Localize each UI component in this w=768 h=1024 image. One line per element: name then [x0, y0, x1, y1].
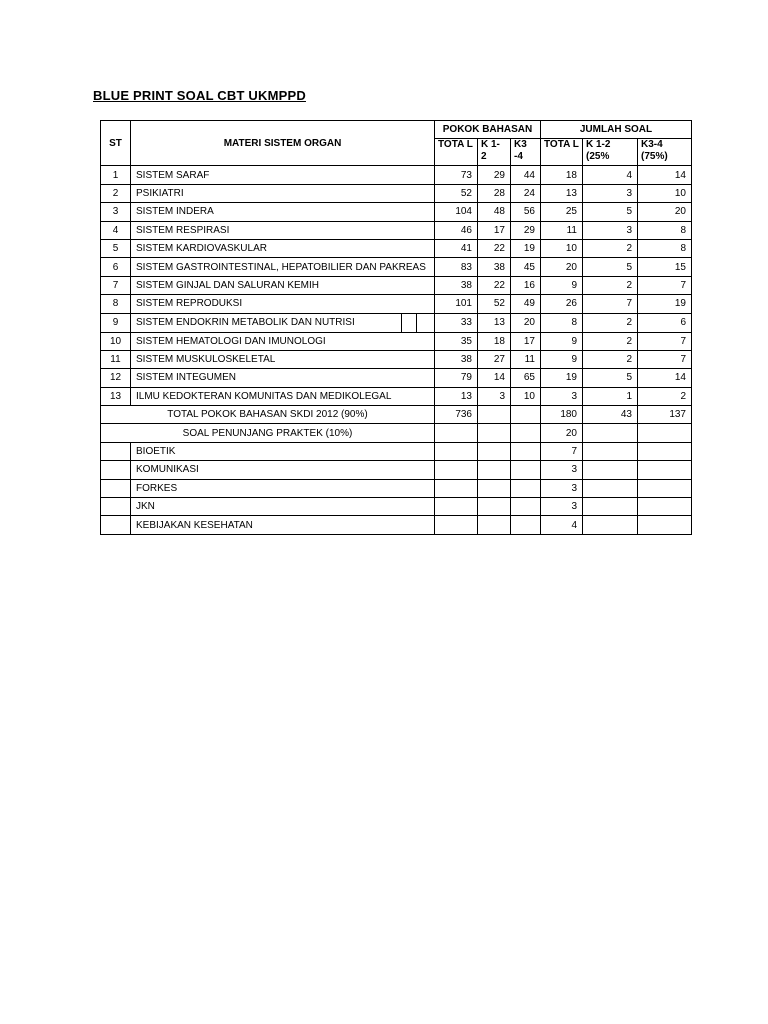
row-pb-k34: 19: [511, 239, 541, 257]
row-js-k34: 15: [638, 258, 692, 276]
empty-cell: [638, 516, 692, 534]
header-pb-k34: K3 -4: [511, 139, 541, 166]
row-js-k34: 19: [638, 295, 692, 313]
table-row: [101, 203, 692, 221]
empty-cell: [511, 498, 541, 516]
penunjang-item-row: [101, 498, 692, 516]
row-pb-k12: 28: [478, 184, 511, 202]
penunjang-item-name: FORKES: [131, 479, 435, 497]
row-pb-total: 101: [435, 295, 478, 313]
penunjang-item-js-total: 7: [541, 442, 583, 460]
total-pb-total: 736: [435, 406, 478, 424]
empty-cell: [638, 498, 692, 516]
row-js-k12: 7: [583, 295, 638, 313]
row-js-total: 3: [541, 387, 583, 405]
row-pb-k34: 65: [511, 369, 541, 387]
header-pb-k12: K 1- 2: [478, 139, 511, 166]
row-pb-total: 46: [435, 221, 478, 239]
empty-cell: [511, 479, 541, 497]
penunjang-item-row: [101, 479, 692, 497]
row-pb-total: 38: [435, 350, 478, 368]
row-number: 8: [101, 295, 131, 313]
table-row: [101, 313, 692, 332]
row-pb-total: 73: [435, 166, 478, 184]
table-row: [101, 239, 692, 257]
row-js-total: 9: [541, 350, 583, 368]
table-row: [101, 276, 692, 294]
row-number: 1: [101, 166, 131, 184]
row-js-k12: 2: [583, 313, 638, 332]
row-js-k12: 1: [583, 387, 638, 405]
row-pb-k34: 20: [511, 313, 541, 332]
row-pb-total: 33: [435, 313, 478, 332]
row-js-k34: 10: [638, 184, 692, 202]
header-materi: MATERI SISTEM ORGAN: [131, 121, 435, 166]
row-js-total: 18: [541, 166, 583, 184]
row-js-k34: 7: [638, 276, 692, 294]
header-jumlah-soal: JUMLAH SOAL: [541, 121, 692, 139]
row-name-cell: ILMU KEDOKTERAN KOMUNITAS DAN MEDIKOLEGAL: [131, 387, 435, 405]
row-js-k12: 2: [583, 276, 638, 294]
penunjang-item-js-total: 4: [541, 516, 583, 534]
row-pb-k34: 29: [511, 221, 541, 239]
row-pb-total: 104: [435, 203, 478, 221]
table-row: [101, 184, 692, 202]
row-pb-total: 52: [435, 184, 478, 202]
table-row: [101, 221, 692, 239]
empty-cell: [435, 461, 478, 479]
total-js-k12: 43: [583, 406, 638, 424]
empty-cell: [638, 424, 692, 442]
penunjang-row: [101, 424, 692, 442]
row-pb-total: 35: [435, 332, 478, 350]
table-row: [101, 166, 692, 184]
row-name-cell: SISTEM HEMATOLOGI DAN IMUNOLOGI: [131, 332, 435, 350]
row-name-cell: SISTEM SARAF: [131, 166, 435, 184]
table-row: [101, 332, 692, 350]
empty-cell: [478, 498, 511, 516]
row-js-total: 25: [541, 203, 583, 221]
row-name-cell: SISTEM RESPIRASI: [131, 221, 435, 239]
empty-cell: [583, 498, 638, 516]
empty-cell: [478, 424, 511, 442]
row-pb-total: 41: [435, 239, 478, 257]
row-pb-k34: 10: [511, 387, 541, 405]
row-js-k34: 14: [638, 369, 692, 387]
row-js-total: 9: [541, 332, 583, 350]
row-number: 2: [101, 184, 131, 202]
row-name-cell: SISTEM MUSKULOSKELETAL: [131, 350, 435, 368]
row-number: 9: [101, 313, 131, 332]
row-number: 6: [101, 258, 131, 276]
empty-cell: [435, 516, 478, 534]
penunjang-item-name: KEBIJAKAN KESEHATAN: [131, 516, 435, 534]
row-pb-k12: 29: [478, 166, 511, 184]
row-name-cell: SISTEM GINJAL DAN SALURAN KEMIH: [131, 276, 435, 294]
row-js-total: 20: [541, 258, 583, 276]
row-number: 7: [101, 276, 131, 294]
empty-cell: [435, 479, 478, 497]
empty-cell: [478, 479, 511, 497]
row-name-cell: SISTEM INTEGUMEN: [131, 369, 435, 387]
empty-cell: [638, 442, 692, 460]
header-js-k12: K 1-2 (25%: [583, 139, 638, 166]
penunjang-item-row: [101, 516, 692, 534]
row-number: 12: [101, 369, 131, 387]
row-pb-k12: 18: [478, 332, 511, 350]
row-pb-k12: 17: [478, 221, 511, 239]
penunjang-item-name: KOMUNIKASI: [131, 461, 435, 479]
row-pb-k34: 56: [511, 203, 541, 221]
empty-cell: [435, 498, 478, 516]
row-js-k12: 2: [583, 350, 638, 368]
row-js-k12: 5: [583, 203, 638, 221]
row-js-k34: 8: [638, 239, 692, 257]
blueprint-table: [100, 120, 692, 535]
empty-cell: [511, 461, 541, 479]
row-js-total: 13: [541, 184, 583, 202]
penunjang-item-js-total: 3: [541, 498, 583, 516]
table-row: [101, 295, 692, 313]
penunjang-label: SOAL PENUNJANG PRAKTEK (10%): [101, 424, 435, 442]
row-pb-total: 79: [435, 369, 478, 387]
page-title: BLUE PRINT SOAL CBT UKMPPD: [93, 88, 306, 103]
row-js-k34: 20: [638, 203, 692, 221]
empty-cell: [101, 479, 131, 497]
row-number: 5: [101, 239, 131, 257]
row-js-k34: 2: [638, 387, 692, 405]
row-pb-k12: 38: [478, 258, 511, 276]
row-pb-k34: 11: [511, 350, 541, 368]
empty-cell: [583, 424, 638, 442]
total-row: [101, 406, 692, 424]
row-js-k12: 5: [583, 369, 638, 387]
empty-cell: [101, 516, 131, 534]
empty-cell: [583, 516, 638, 534]
total-label: TOTAL POKOK BAHASAN SKDI 2012 (90%): [101, 406, 435, 424]
penunjang-item-js-total: 3: [541, 479, 583, 497]
empty-cell: [511, 442, 541, 460]
row-pb-k12: 22: [478, 239, 511, 257]
penunjang-item-name: JKN: [131, 498, 435, 516]
row-number: 4: [101, 221, 131, 239]
table-row: [101, 350, 692, 368]
header-js-k34: K3-4 (75%): [638, 139, 692, 166]
row-pb-k12: 27: [478, 350, 511, 368]
empty-cell: [511, 516, 541, 534]
row-name-cell: SISTEM REPRODUKSI: [131, 295, 435, 313]
row-js-total: 19: [541, 369, 583, 387]
empty-cell: [478, 461, 511, 479]
row-pb-total: 38: [435, 276, 478, 294]
empty-cell: [435, 442, 478, 460]
header-pb-total: TOTA L: [435, 139, 478, 166]
empty-cell: [511, 424, 541, 442]
empty-cell: [583, 479, 638, 497]
empty-cell: [435, 424, 478, 442]
table-row: [101, 369, 692, 387]
empty-cell: [101, 461, 131, 479]
empty-cell: [638, 479, 692, 497]
row-pb-k34: 44: [511, 166, 541, 184]
row-js-k34: 6: [638, 313, 692, 332]
header-pokok-bahasan: POKOK BAHASAN: [435, 121, 541, 139]
row-name-cell: SISTEM INDERA: [131, 203, 435, 221]
header-st: ST: [101, 121, 131, 166]
empty-cell: [583, 442, 638, 460]
row-number: 11: [101, 350, 131, 368]
row-name-cell: PSIKIATRI: [131, 184, 435, 202]
row-pb-k34: 24: [511, 184, 541, 202]
row-pb-k12: 22: [478, 276, 511, 294]
total-js-total: 180: [541, 406, 583, 424]
table-row: [101, 387, 692, 405]
row-pb-k34: 45: [511, 258, 541, 276]
empty-cell: [478, 442, 511, 460]
row-pb-k12: 52: [478, 295, 511, 313]
row-js-k12: 2: [583, 332, 638, 350]
empty-cell: [638, 461, 692, 479]
row-js-k34: 7: [638, 350, 692, 368]
row-pb-total: 83: [435, 258, 478, 276]
row-pb-k12: 48: [478, 203, 511, 221]
row-js-k12: 5: [583, 258, 638, 276]
row-js-k34: 14: [638, 166, 692, 184]
row-number: 3: [101, 203, 131, 221]
empty-cell: [478, 406, 511, 424]
row-js-total: 9: [541, 276, 583, 294]
row-pb-k12: 13: [478, 313, 511, 332]
row-number: 10: [101, 332, 131, 350]
empty-cell: [511, 406, 541, 424]
empty-cell: [478, 516, 511, 534]
row-js-k12: 3: [583, 184, 638, 202]
row-js-total: 8: [541, 313, 583, 332]
row-js-total: 26: [541, 295, 583, 313]
row-pb-k12: 3: [478, 387, 511, 405]
row-js-k12: 4: [583, 166, 638, 184]
empty-cell: [101, 442, 131, 460]
row-js-total: 10: [541, 239, 583, 257]
row-name-cell: SISTEM KARDIOVASKULAR: [131, 239, 435, 257]
penunjang-item-row: [101, 442, 692, 460]
row-js-total: 11: [541, 221, 583, 239]
cell-divider: [401, 314, 417, 332]
row-name-cell: SISTEM GASTROINTESTINAL, HEPATOBILIER DAN PAKREAS: [131, 258, 435, 276]
penunjang-item-name: BIOETIK: [131, 442, 435, 460]
header-js-total: TOTA L: [541, 139, 583, 166]
row-pb-k34: 49: [511, 295, 541, 313]
header-row-1: [101, 121, 692, 139]
row-name-cell: [131, 313, 435, 332]
table-row: [101, 258, 692, 276]
row-js-k34: 7: [638, 332, 692, 350]
row-pb-total: 13: [435, 387, 478, 405]
total-js-k34: 137: [638, 406, 692, 424]
row-number: 13: [101, 387, 131, 405]
penunjang-item-js-total: 3: [541, 461, 583, 479]
penunjang-js-total: 20: [541, 424, 583, 442]
row-pb-k12: 14: [478, 369, 511, 387]
row-js-k12: 3: [583, 221, 638, 239]
row-pb-k34: 16: [511, 276, 541, 294]
empty-cell: [583, 461, 638, 479]
row-pb-k34: 17: [511, 332, 541, 350]
row-name: SISTEM ENDOKRIN METABOLIK DAN NUTRISI: [136, 317, 355, 329]
row-js-k12: 2: [583, 239, 638, 257]
row-js-k34: 8: [638, 221, 692, 239]
penunjang-item-row: [101, 461, 692, 479]
empty-cell: [101, 498, 131, 516]
